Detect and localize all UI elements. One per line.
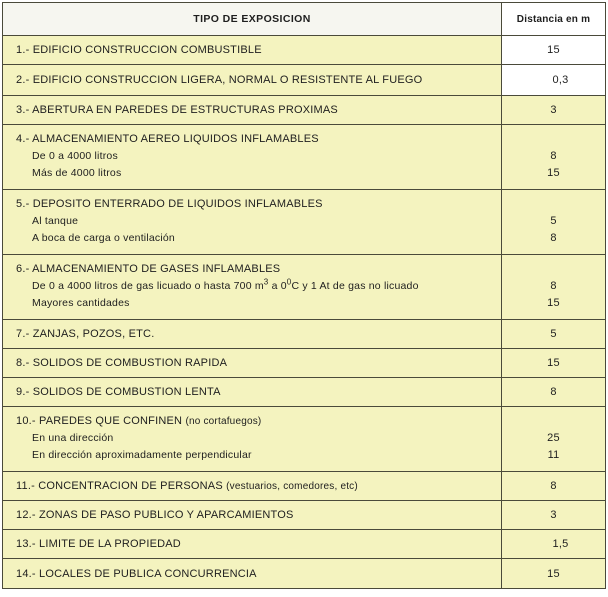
table-row [3, 96, 605, 125]
table-row [3, 559, 605, 588]
row-title: 6.- ALMACENAMIENTO DE GASES INFLAMABLES [16, 263, 281, 275]
table-row [3, 378, 605, 407]
row-title: 13.- LIMITE DE LA PROPIEDAD [3, 530, 502, 558]
table-row [3, 530, 605, 559]
row-sub-value: 5 [550, 215, 557, 227]
table-row [3, 407, 605, 472]
header-distance: Distancia en m [502, 3, 605, 35]
table-row [3, 65, 605, 96]
row-note: (no cortafuegos) [185, 416, 262, 427]
exposure-distance-table [2, 2, 606, 589]
table-row [3, 255, 605, 320]
row-sub-label: Al tanque [32, 215, 79, 227]
row-value: 15 [502, 36, 605, 64]
row-title: 7.- ZANJAS, POZOS, ETC. [3, 320, 502, 348]
row-sub-label: Más de 4000 litros [32, 167, 122, 179]
row-sub-value: 15 [547, 297, 560, 309]
table-header [3, 3, 605, 36]
row-title: 3.- ABERTURA EN PAREDES DE ESTRUCTURAS PROXIMAS [3, 96, 502, 124]
row-value: 8 [550, 480, 557, 492]
row-title: 8.- SOLIDOS DE COMBUSTION RAPIDA [3, 349, 502, 377]
table-row [3, 349, 605, 378]
row-value: 1,5 [552, 538, 569, 550]
row-value: 5 [550, 328, 557, 340]
row-sub-label: De 0 a 4000 litros [32, 150, 118, 162]
row-value: 8 [550, 386, 557, 398]
row-sub-label: En una dirección [32, 432, 114, 444]
row-sub-label: Mayores cantidades [32, 297, 130, 309]
row-value: 15 [547, 567, 560, 580]
row-value: 3 [550, 104, 557, 116]
table-row [3, 190, 605, 255]
header-exposure-type: TIPO DE EXPOSICION [3, 3, 502, 35]
table-row [3, 36, 605, 65]
row-sub-value: 8 [550, 280, 557, 292]
table-row [3, 320, 605, 349]
row-value: 3 [550, 509, 557, 521]
row-sub-label: En dirección aproximadamente perpendicular [32, 449, 252, 461]
row-title: 9.- SOLIDOS DE COMBUSTION LENTA [3, 378, 502, 406]
table-row [3, 125, 605, 190]
row-title: 14.- LOCALES DE PUBLICA CONCURRENCIA [3, 559, 502, 588]
row-sub-value: 25 [547, 432, 560, 444]
row-title: 4.- ALMACENAMIENTO AEREO LIQUIDOS INFLAMABLES [16, 133, 319, 145]
row-note: (vestuarios, comedores, etc) [226, 480, 358, 492]
row-title: 10.- PAREDES QUE CONFINEN (no cortafuegos) [16, 415, 262, 427]
table-row [3, 472, 605, 501]
table-row [3, 501, 605, 530]
row-sub-value: 15 [547, 167, 560, 179]
row-sub-label: De 0 a 4000 litros de gas licuado o hasta 700 $m^3$ a $0^0C$ y 1 At de gas no licuado [32, 277, 419, 292]
row-title: 11.- CONCENTRACION DE PERSONAS (vestuarios, comedores, etc) [3, 472, 502, 500]
row-sub-value: 8 [550, 232, 557, 244]
row-title: 1.- EDIFICIO CONSTRUCCION COMBUSTIBLE [3, 36, 502, 64]
row-sub-value: 8 [550, 150, 557, 162]
row-value: 0,3 [502, 65, 605, 95]
row-value: 15 [547, 357, 560, 369]
row-title: 12.- ZONAS DE PASO PUBLICO Y APARCAMIENTOS [3, 501, 502, 529]
row-title: 5.- DEPOSITO ENTERRADO DE LIQUIDOS INFLAMABLES [16, 198, 323, 210]
row-sub-value: 11 [547, 449, 560, 461]
row-sub-label: A boca de carga o ventilación [32, 232, 175, 244]
row-title: 2.- EDIFICIO CONSTRUCCION LIGERA, NORMAL O RESISTENTE AL FUEGO [3, 65, 502, 95]
